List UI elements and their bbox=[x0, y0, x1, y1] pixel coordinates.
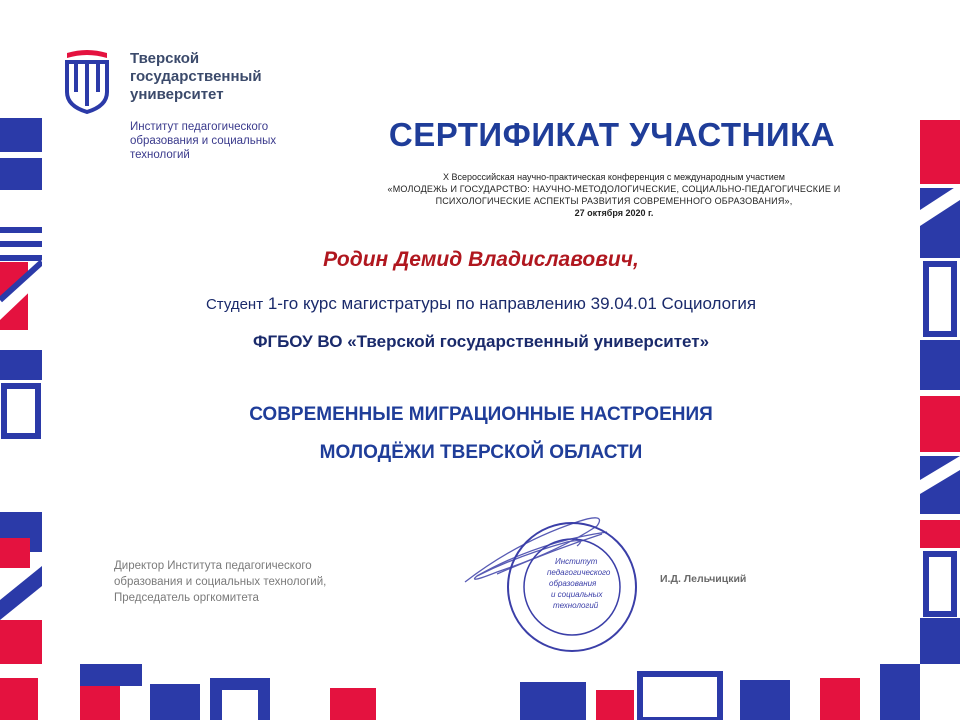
signer-title-line: образования и социальных технологий, bbox=[114, 576, 327, 588]
topic-line: СОВРЕМЕННЫЕ МИГРАЦИОННЫЕ НАСТРОЕНИЯ bbox=[249, 404, 713, 425]
conference-line: ПСИХОЛОГИЧЕСКИЕ АСПЕКТЫ РАЗВИТИЯ СОВРЕМЕННОГО ОБРАЗОВАНИЯ», bbox=[435, 196, 793, 206]
stamp-inner-text: Институт bbox=[555, 557, 598, 566]
position-text: 1-го курс магистратуры по направлению 39.04.01 Социология bbox=[263, 294, 757, 313]
institute-name-line: технологий bbox=[130, 149, 190, 161]
certificate-card bbox=[42, 0, 920, 664]
institute-name bbox=[130, 120, 370, 162]
bottom-decorative-band bbox=[0, 664, 960, 720]
university-logo-icon bbox=[64, 48, 110, 114]
signer-title bbox=[114, 558, 394, 606]
organization-name: ФГБОУ ВО «Тверской государственный университет» bbox=[252, 332, 710, 351]
position-prefix: Студент bbox=[205, 296, 264, 313]
right-decorative-band bbox=[920, 0, 960, 720]
stamp-inner-text: образования bbox=[549, 579, 597, 588]
conference-info bbox=[334, 171, 894, 219]
recipient-name: Родин Демид Владиславович, bbox=[323, 248, 639, 271]
left-decorative-band bbox=[0, 0, 42, 720]
report-topic bbox=[42, 396, 920, 472]
conference-line: «МОЛОДЕЖЬ И ГОСУДАРСТВО: НАУЧНО-МЕТОДОЛОГИЧЕСКИЕ, СОЦИАЛЬНО-ПЕДАГОГИЧЕСКИЕ И bbox=[387, 184, 841, 194]
official-stamp-and-signature bbox=[457, 512, 657, 662]
certificate-title: СЕРТИФИКАТ УЧАСТНИКА bbox=[388, 116, 836, 153]
stamp-inner-text: педагогического bbox=[547, 568, 611, 577]
university-name-line: государственный bbox=[130, 68, 262, 85]
signer-title-line: Директор Института педагогического bbox=[114, 560, 312, 572]
topic-line: МОЛОДЁЖИ ТВЕРСКОЙ ОБЛАСТИ bbox=[319, 442, 643, 463]
conference-line: X Всероссийская научно-практическая конференция с международным участием bbox=[443, 172, 785, 182]
institute-name-line: образования и социальных bbox=[130, 135, 277, 147]
signer-title-line: Председатель оргкомитета bbox=[114, 592, 259, 604]
recipient-position bbox=[42, 294, 920, 314]
university-name bbox=[130, 50, 350, 104]
signer-name: И.Д. Лельчицкий bbox=[660, 573, 747, 585]
stamp-inner-text: технологий bbox=[553, 601, 599, 610]
university-name-line: Тверской bbox=[130, 50, 200, 67]
institute-name-line: Институт педагогического bbox=[130, 121, 269, 133]
conference-date: 27 октября 2020 г. bbox=[574, 208, 654, 218]
stamp-inner-text: и социальных bbox=[551, 590, 603, 599]
university-name-line: университет bbox=[130, 86, 224, 103]
